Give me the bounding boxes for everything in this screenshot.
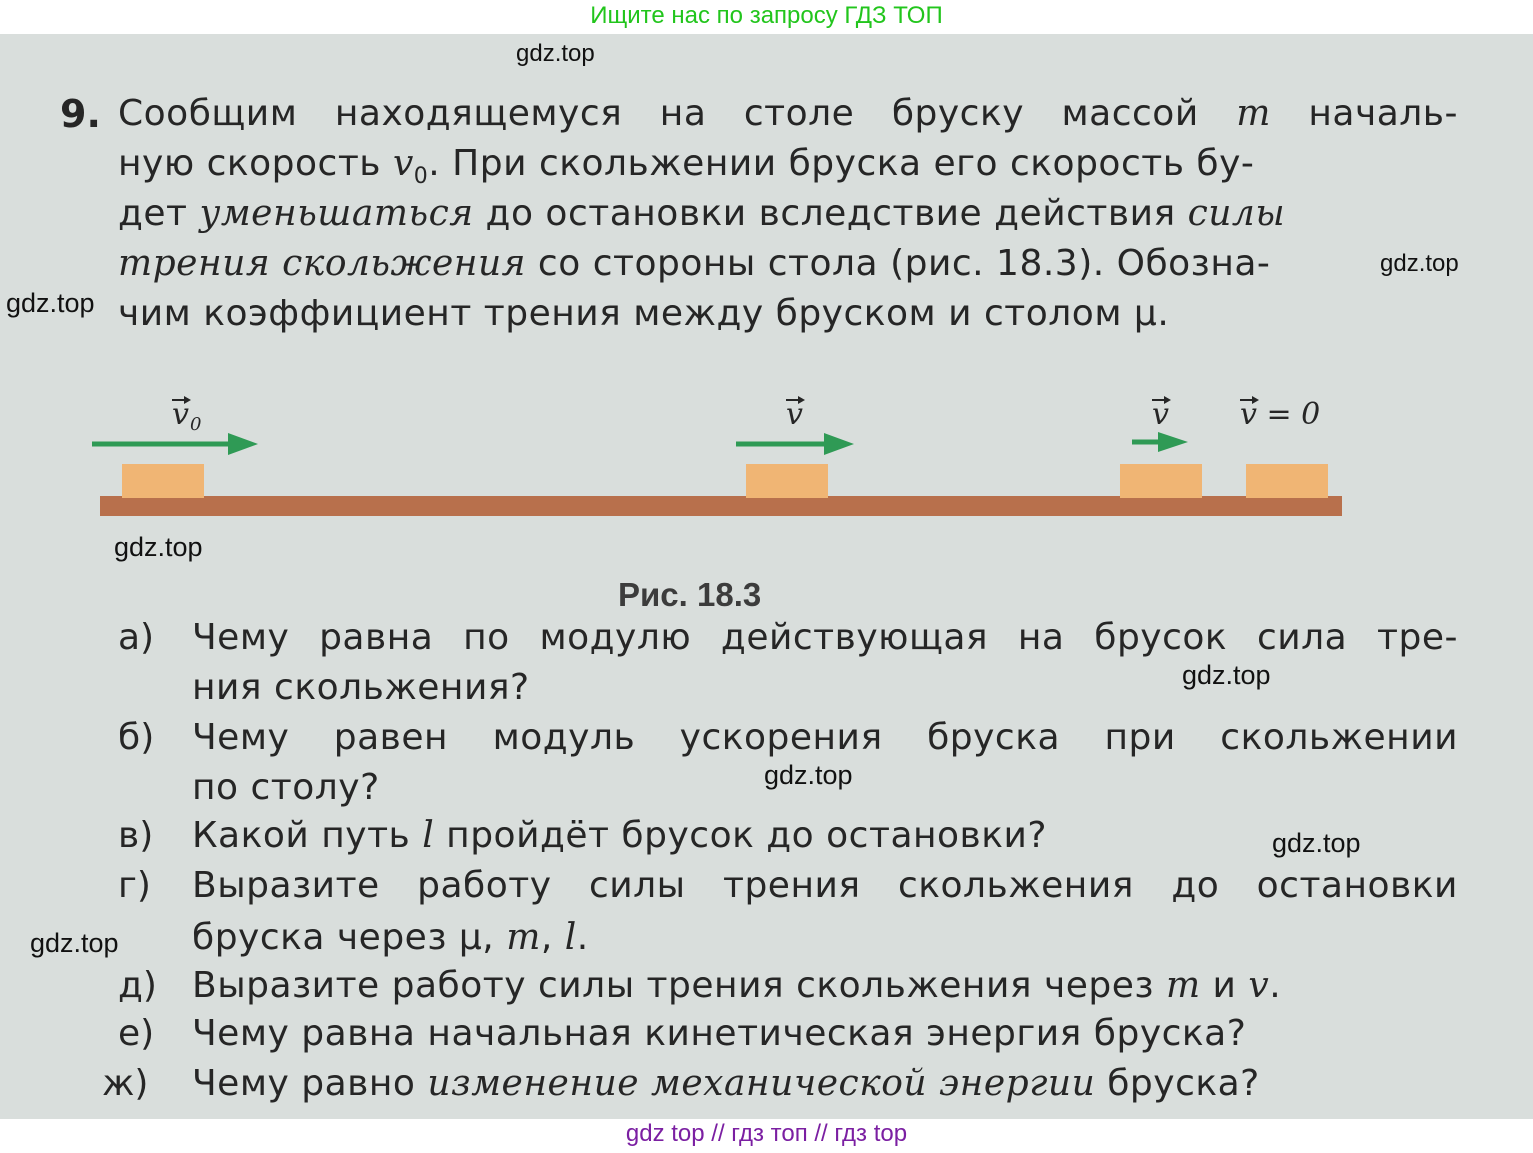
question-a-line-1 <box>192 616 1458 660</box>
word: действующая <box>720 617 989 658</box>
problem-line-2 <box>118 142 1254 199</box>
v0-subscript: 0 <box>190 414 202 435</box>
label-v-zero <box>1240 396 1320 432</box>
question-zh-letter: ж) <box>102 1063 149 1104</box>
text: бруска через μ, <box>192 917 507 958</box>
v-zero-label: v = 0 <box>1240 397 1321 432</box>
path-symbol: l <box>564 917 577 958</box>
subscript: 0 <box>413 164 429 190</box>
watermark: gdz.top <box>1182 660 1271 690</box>
text: Какой путь <box>192 815 423 856</box>
watermark: gdz.top <box>1380 250 1459 277</box>
word: работу <box>417 865 552 906</box>
label-v-small <box>1152 396 1171 432</box>
text: Выразите работу силы трения скольжения через <box>192 965 1166 1006</box>
question-a-letter: а) <box>118 617 155 658</box>
arrow-v <box>736 433 854 455</box>
top-banner: Ищите нас по запросу ГДЗ ТОП <box>590 2 943 29</box>
word: бруска <box>927 717 1061 758</box>
question-g-line-1 <box>192 864 1458 908</box>
text: , <box>540 917 565 958</box>
problem-line-1 <box>118 92 1458 136</box>
mass-symbol: m <box>1236 93 1271 134</box>
italic-text: силы <box>1187 193 1286 234</box>
word: скольжении <box>1220 717 1458 758</box>
watermark: gdz.top <box>1272 828 1361 858</box>
watermark: gdz.top <box>516 40 595 67</box>
word: по <box>463 617 510 658</box>
question-e-letter: е) <box>118 1013 155 1054</box>
word: Выразите <box>192 865 380 906</box>
word: модулю <box>539 617 692 658</box>
word: до <box>1171 865 1220 906</box>
watermark: gdz.top <box>30 928 119 958</box>
word: ускорения <box>679 717 883 758</box>
block-4 <box>1246 464 1328 498</box>
text: . При скольжении бруска его скорость бу- <box>428 143 1255 184</box>
text: до остановки вследствие действия <box>473 193 1188 234</box>
velocity-symbol: v <box>392 143 414 184</box>
text: . <box>576 917 589 958</box>
figure-18-3 <box>80 384 1360 534</box>
word: трения <box>722 865 861 906</box>
watermark: gdz.top <box>114 532 203 562</box>
word: при <box>1104 717 1176 758</box>
word: Чему <box>192 617 290 658</box>
word: равна <box>319 617 434 658</box>
textbook-page <box>0 34 1533 1119</box>
question-v-letter: в) <box>118 815 154 856</box>
text: пройдёт брусок до остановки? <box>434 815 1048 856</box>
arrow-v0 <box>92 433 258 455</box>
problem-number: 9. <box>60 92 101 136</box>
mass-symbol: m <box>506 917 541 958</box>
text: ную скорость <box>118 143 393 184</box>
text: . <box>1269 965 1282 1006</box>
word: началь- <box>1308 93 1458 134</box>
word: на <box>659 93 707 134</box>
question-a-line-2: ния скольжения? <box>192 667 530 708</box>
problem-line-3 <box>118 192 1285 236</box>
problem-line-5: чим коэффициент трения между бруском и столом μ. <box>118 293 1170 334</box>
word: сила <box>1256 617 1348 658</box>
watermark: gdz.top <box>764 760 853 790</box>
arrow-v-small <box>1132 432 1188 452</box>
velocity-symbol: v <box>1248 965 1270 1006</box>
text: Чему равно <box>192 1063 428 1104</box>
block-2 <box>746 464 828 498</box>
text: и <box>1200 965 1249 1006</box>
v0-symbol: v <box>172 397 189 432</box>
mass-symbol: m <box>1165 965 1201 1006</box>
question-d-line <box>192 964 1281 1008</box>
question-e-line: Чему равна начальная кинетическая энергия бруска? <box>192 1013 1247 1054</box>
word: скольжения <box>897 865 1134 906</box>
question-g-line-2 <box>192 916 589 960</box>
label-v0 <box>172 396 201 435</box>
word: Сообщим <box>118 93 298 134</box>
question-b-line-1 <box>192 716 1458 760</box>
block-3 <box>1120 464 1202 498</box>
question-zh-line <box>192 1062 1260 1106</box>
figure-caption: Рис. 18.3 <box>618 576 762 613</box>
label-v <box>786 396 805 432</box>
word: столе <box>743 93 855 134</box>
question-d-letter: д) <box>118 965 157 1006</box>
table-surface <box>100 496 1342 516</box>
question-g-letter: г) <box>118 865 151 906</box>
word: модуль <box>492 717 636 758</box>
italic-text: уменьшаться <box>199 193 474 234</box>
word: брусок <box>1094 617 1228 658</box>
v-symbol: v <box>786 397 803 432</box>
block-1 <box>122 464 204 498</box>
word: бруску <box>891 93 1025 134</box>
watermark: gdz.top <box>6 288 95 318</box>
italic-text: изменение механической энергии <box>427 1063 1096 1104</box>
text: дет <box>118 193 200 234</box>
path-symbol: l <box>422 815 435 856</box>
text: бруска? <box>1095 1063 1260 1104</box>
word: силы <box>588 865 686 906</box>
word: остановки <box>1256 865 1458 906</box>
word: находящемуся <box>334 93 623 134</box>
question-v-line <box>192 814 1047 858</box>
word: массой <box>1061 93 1199 134</box>
word: на <box>1017 617 1065 658</box>
question-b-letter: б) <box>118 717 155 758</box>
text: со стороны стола (рис. 18.3). Обозна- <box>525 243 1271 284</box>
italic-text: трения скольжения <box>118 243 526 284</box>
problem-line-4 <box>118 242 1270 286</box>
bottom-banner: gdz top // гдз топ // гдз top <box>625 1120 908 1147</box>
question-b-line-2: по столу? <box>192 767 380 808</box>
word: равен <box>333 717 449 758</box>
word: Чему <box>192 717 290 758</box>
word: тре- <box>1377 617 1458 658</box>
v-symbol-2: v <box>1152 397 1169 432</box>
